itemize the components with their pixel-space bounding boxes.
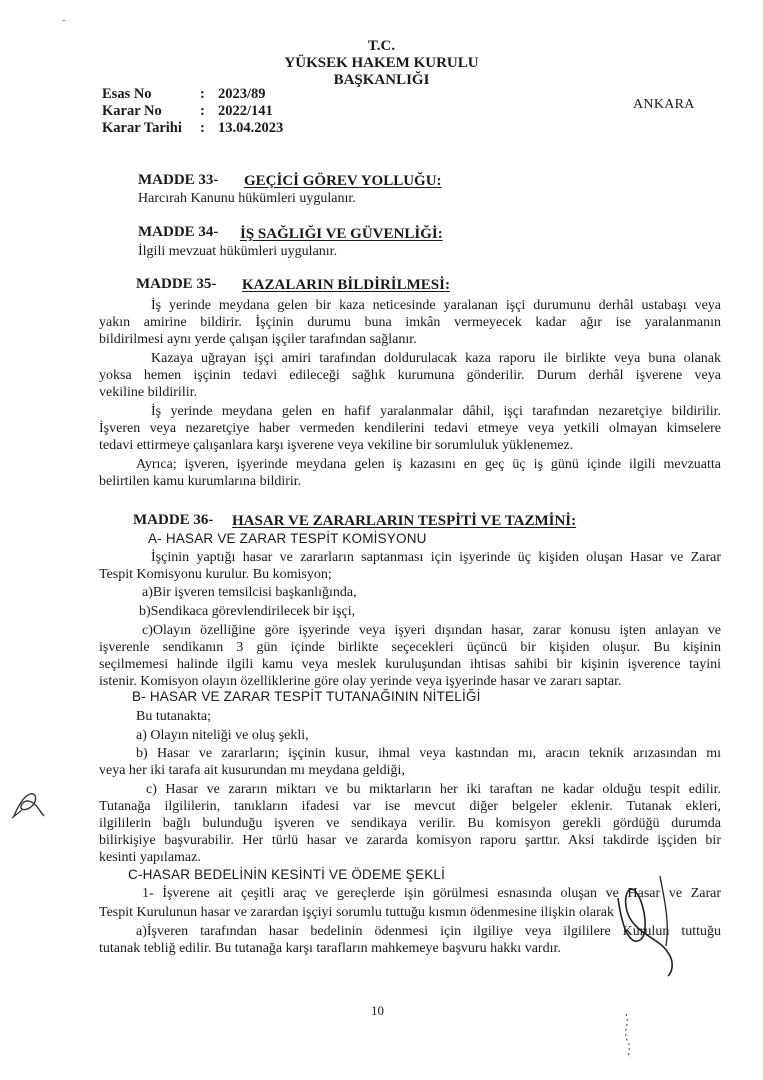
subsection-b-line: b) Hasar ve zararların; işçinin kusur, ihmal veya kastından mı, aracın teknik arızasından mı: [136, 746, 721, 761]
article-33-title: GEÇİCİ GÖREV YOLLUĞU:: [244, 173, 442, 189]
tarih-value: 13.04.2023: [218, 120, 284, 136]
subsection-b-heading: B- HASAR VE ZARAR TESPİT TUTANAĞININ NİTELİĞİ: [132, 689, 481, 704]
subsection-c-heading: C-HASAR BEDELİNİN KESİNTİ VE ÖDEME ŞEKLİ: [128, 867, 446, 882]
article-35-line: İş yerinde meydana gelen bir kaza neticesinde yaralanan işçi durumunu derhâl ustabaşı veya: [151, 298, 721, 313]
subsection-a-line: a)Bir işveren temsilcisi başkanlığında,: [142, 585, 357, 600]
article-35-line: bildirilmesi aynı yerde çalışan işçiler tarafından sağlanır.: [99, 332, 417, 347]
corner-mark: -: [62, 14, 66, 26]
esas-label: Esas No: [102, 86, 152, 102]
esas-colon: :: [200, 86, 205, 102]
tarih-label: Karar Tarihi: [102, 120, 182, 136]
subsection-c-line: a)İşveren tarafından hasar bedelinin ödenmesi için ilgiliye veya ilgililere Kurulun tuttuğu: [136, 924, 721, 939]
header-institution: YÜKSEK HAKEM KURULU: [284, 55, 479, 71]
article-36-number: MADDE 36-: [133, 512, 214, 528]
header-presidency: BAŞKANLIĞI: [333, 72, 430, 88]
karar-value: 2022/141: [218, 103, 273, 119]
article-35-line: vekiline bildirilir.: [99, 385, 197, 400]
article-35-line: Ayrıca; işveren, işyerinde meydana gelen iş kazasını en geç üç iş günü içinde ilgili mevzuatta: [136, 457, 721, 472]
subsection-b-line: Tutanağa ilgililerin, tanıkların ifadesi var ise mevcut diğer belgeler eklenir. Tutanak ekleri,: [99, 799, 721, 814]
city-name: ANKARA: [633, 97, 695, 112]
subsection-b-line: ilgililerin bağlı bulunduğu işveren ve sendikaya verilir. Bu komisyon gerekli gördüğü durumda: [99, 816, 721, 831]
header-tc: T.C.: [367, 38, 396, 54]
subsection-b-line: Bu tutanakta;: [136, 709, 212, 724]
tarih-colon: :: [200, 120, 205, 136]
subsection-a-heading: A- HASAR VE ZARAR TESPİT KOMİSYONU: [148, 531, 427, 546]
subsection-c-line: tutanak tebliğ edilir. Bu tutanağa karşı tarafların mahkemeye başvuru hakkı vardır.: [99, 941, 561, 956]
subsection-a-line: b)Sendikaca görevlendirilecek bir işçi,: [139, 604, 356, 619]
article-34-title: İŞ SAĞLIĞI VE GÜVENLİĞİ:: [240, 226, 443, 242]
article-35-title: KAZALARIN BİLDİRİLMESİ:: [242, 277, 450, 293]
article-35-line: tedavi ettirmeye çalışanlara karşı işverene veya vekiline bir sorumluluk yüklenemez.: [99, 438, 574, 453]
article-35-line: belirtilen kamu kurumlarına bildirir.: [99, 474, 302, 489]
signature: [600, 868, 710, 978]
article-34-text: İlgili mevzuat hükümleri uygulanır.: [138, 244, 338, 259]
subsection-b-line: c) Hasar ve zararın miktarı ve bu miktarların her iki taraftan ne kadar olduğu tespit edilir.: [146, 782, 721, 797]
subsection-b-line: veya her iki tarafa ait kusurundan mı meydana geldiği,: [99, 763, 405, 778]
article-34-number: MADDE 34-: [138, 224, 219, 240]
karar-colon: :: [200, 103, 205, 119]
article-35-number: MADDE 35-: [136, 276, 217, 292]
subsection-a-line: istenir. Komisyon olayın özelliklerine göre olay yerinde veya işyerinde hasar ve zararı saptar.: [99, 674, 622, 689]
esas-value: 2023/89: [218, 86, 266, 102]
article-35-line: Kazaya uğrayan işçi amiri tarafından doldurulacak kaza raporu ile birlikte veya buna olanak: [151, 351, 721, 366]
subsection-a-line: Tespit Komisyonu kurulur. Bu komisyon;: [99, 567, 332, 582]
subsection-b-line: a) Olayın niteliği ve oluş şekli,: [136, 728, 309, 743]
article-35-line: İş yerinde meydana gelen en hafif yaralanmalar dâhil, işçi tarafından nezaretçiye bildirilir.: [151, 404, 721, 419]
article-35-line: yoksa hemen işçinin tedavi edileceği sağlık kurumuna gönderilir. Durum derhâl işverene veya: [99, 368, 721, 383]
subsection-c-line: Tespit Kurulunun hasar ve zarardan işçiyi sorumlu tuttuğu kısmın ödenmesine ilişkin olarak: [99, 905, 614, 920]
subsection-b-line: kesinti yapılamaz.: [99, 850, 201, 865]
karar-label: Karar No: [102, 103, 162, 119]
article-35-line: yakın amirine bildirir. İşçinin durumu buna imkân vermeyecek kadar ağır ise yaralanmanın: [99, 315, 721, 330]
stamp-mark: [612, 1010, 642, 1060]
subsection-a-line: İşçinin yaptığı hasar ve zararların saptanması için işyerinde üç kişiden oluşan Hasar ve Zarar: [151, 550, 721, 565]
subsection-a-line: seçilmemesi halinde ilgili kamu veya meslek kuruluşundan ihtisas sahibi bir kişinin işverence tayini: [99, 657, 721, 672]
subsection-c-line: 1- İşverene ait çeşitli araç ve gereçlerde işin görülmesi esnasında oluşan ve Hasar ve Zarar: [142, 886, 721, 901]
subsection-a-line: işverenle sendikanın 3 gün içinde birlikte seçecekleri üçüncü bir kişiden oluşur. Bu kişinin: [99, 640, 721, 655]
article-33-number: MADDE 33-: [138, 172, 219, 188]
subsection-a-line: c)Olayın özelliğine göre işyerinde veya işyeri dışından hasar, zarar konusu işten anlayan ve: [142, 623, 721, 638]
margin-initial-signature: [8, 788, 48, 822]
article-36-title: HASAR VE ZARARLARIN TESPİTİ VE TAZMİNİ:: [232, 513, 577, 529]
article-35-line: İşveren veya nezaretçiye haber vermeden kendilerini tedavi etmeye veya yetkili olmayan kimselere: [99, 421, 721, 436]
page-number: 10: [371, 1003, 384, 1018]
subsection-b-line: bilirkişiye başvurabilir. Her türlü hasar ve zararda komisyon raporu şarttır. Aksi takdirde işçiden bir: [99, 833, 721, 848]
article-33-text: Harcırah Kanunu hükümleri uygulanır.: [138, 191, 356, 206]
